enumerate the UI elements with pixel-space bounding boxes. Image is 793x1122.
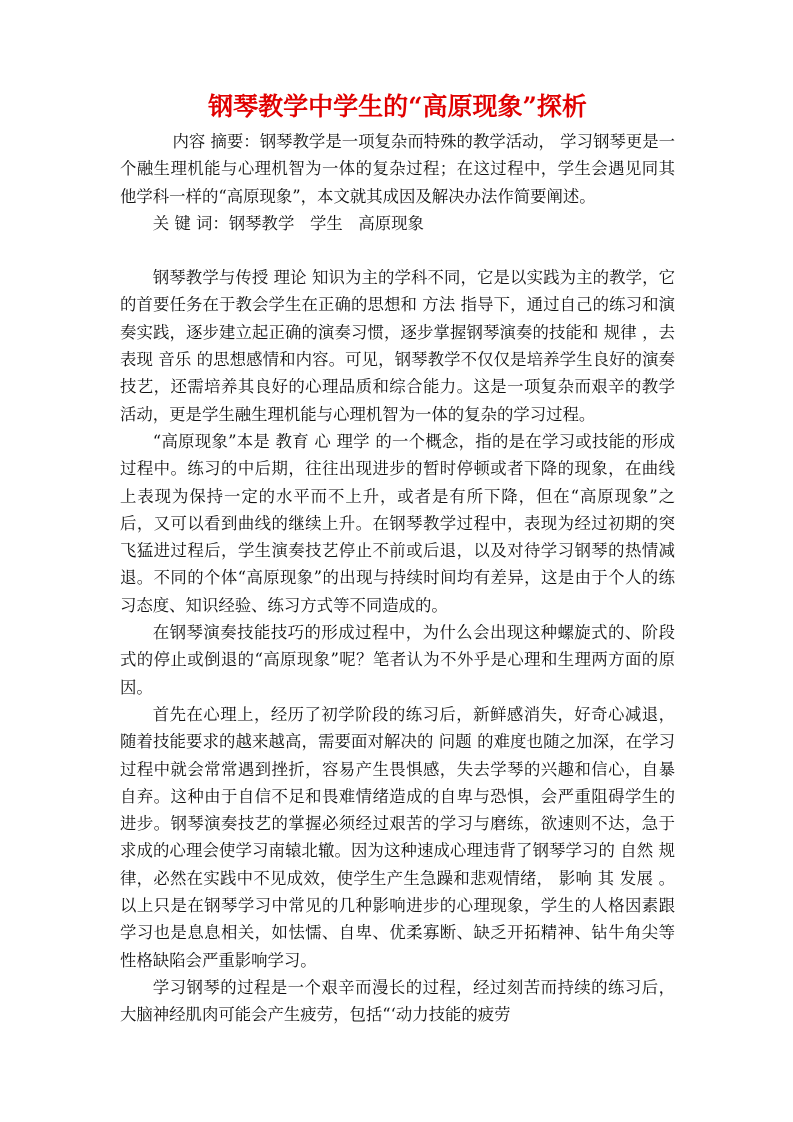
body-paragraph-1: 钢琴教学与传授 理论 知识为主的学科不同，它是以实践为主的教学，它的首要任务在于教会学生在正确的思想和 方法 指导下，通过自己的练习和演奏实践，逐步建立起正确的演奏习惯，逐步掌握钢琴演奏的技能和 规律 ，去表现 音乐 的思想感情和内容。可见，钢琴教学不仅仅是培养学生良好的演奏技艺，还需培养其良好的心理品质和综合能力。这是一项复杂而艰辛的教学活动，更是学生融生理机能与心理机智为一体的复杂的学习过程。 [120, 268, 675, 424]
body-paragraph-3: 在钢琴演奏技能技巧的形成过程中，为什么会出现这种螺旋式的、阶段式的停止或倒退的“高原现象”呢？笔者认为不外乎是心理和生理两方面的原因。 [120, 623, 675, 697]
paragraph-spacer [120, 237, 675, 264]
body-paragraph-2: “高原现象”本是 教育 心 理学 的一个概念，指的是在学习或技能的形成过程中。练习的中后期，往往出现进步的暂时停顿或者下降的现象，在曲线上表现为保持一定的水平而不上升，或者是有所下降，但在“高原现象”之后，又可以看到曲线的继续上升。在钢琴教学过程中，表现为经过初期的突飞猛进过程后，学生演奏技艺停止不前或后退，以及对待学习钢琴的热情减退。不同的个体“高原现象”的出现与持续时间均有差异，这是由于个人的练习态度、知识经验、练习方式等不同造成的。 [120, 431, 675, 615]
abstract-paragraph: 内容 摘要：钢琴教学是一项复杂而特殊的教学活动， 学习钢琴更是一个融生理机能与心理机智为一体的复杂过程；在这过程中，学生会遇见同其他学科一样的“高原现象”，本文就其成因及解决办法作简要阐述。 [120, 132, 675, 206]
keywords-line: 关 键 词：钢琴教学 学生 高原现象 [152, 213, 424, 233]
document-body [120, 90, 675, 1029]
body-paragraph-5: 学习钢琴的过程是一个艰辛而漫长的过程，经过刻苦而持续的练习后，大脑神经肌肉可能会产生疲劳，包括“‘动力技能的疲劳 [120, 977, 675, 1025]
body-paragraph-4: 首先在心理上，经历了初学阶段的练习后，新鲜感消失，好奇心减退，随着技能要求的越来越高，需要面对解决的 问题 的难度也随之加深，在学习过程中就会常常遇到挫折，容易产生畏惧感，失去学琴的兴趣和信心，自暴自弃。这种由于自信不足和畏难情绪造成的自卑与恐惧，会严重阻碍学生的进步。钢琴演奏技艺的掌握必须经过艰苦的学习与磨练，欲速则不达，急于求成的心理会使学习南辕北辙。因为这种速成心理违背了钢琴学习的 自然 规律，必然在实践中不见成效，使学生产生急躁和悲观情绪， 影响 其 发展 。以上只是在钢琴学习中常见的几种影响进步的心理现象，学生的人格因素跟学习也是息息相关，如怯懦、自卑、优柔寡断、缺乏开拓精神、钻牛角尖等性格缺陷会严重影响学习。 [120, 704, 675, 970]
document-title: 钢琴教学中学生的“高原现象”探析 [208, 92, 587, 121]
